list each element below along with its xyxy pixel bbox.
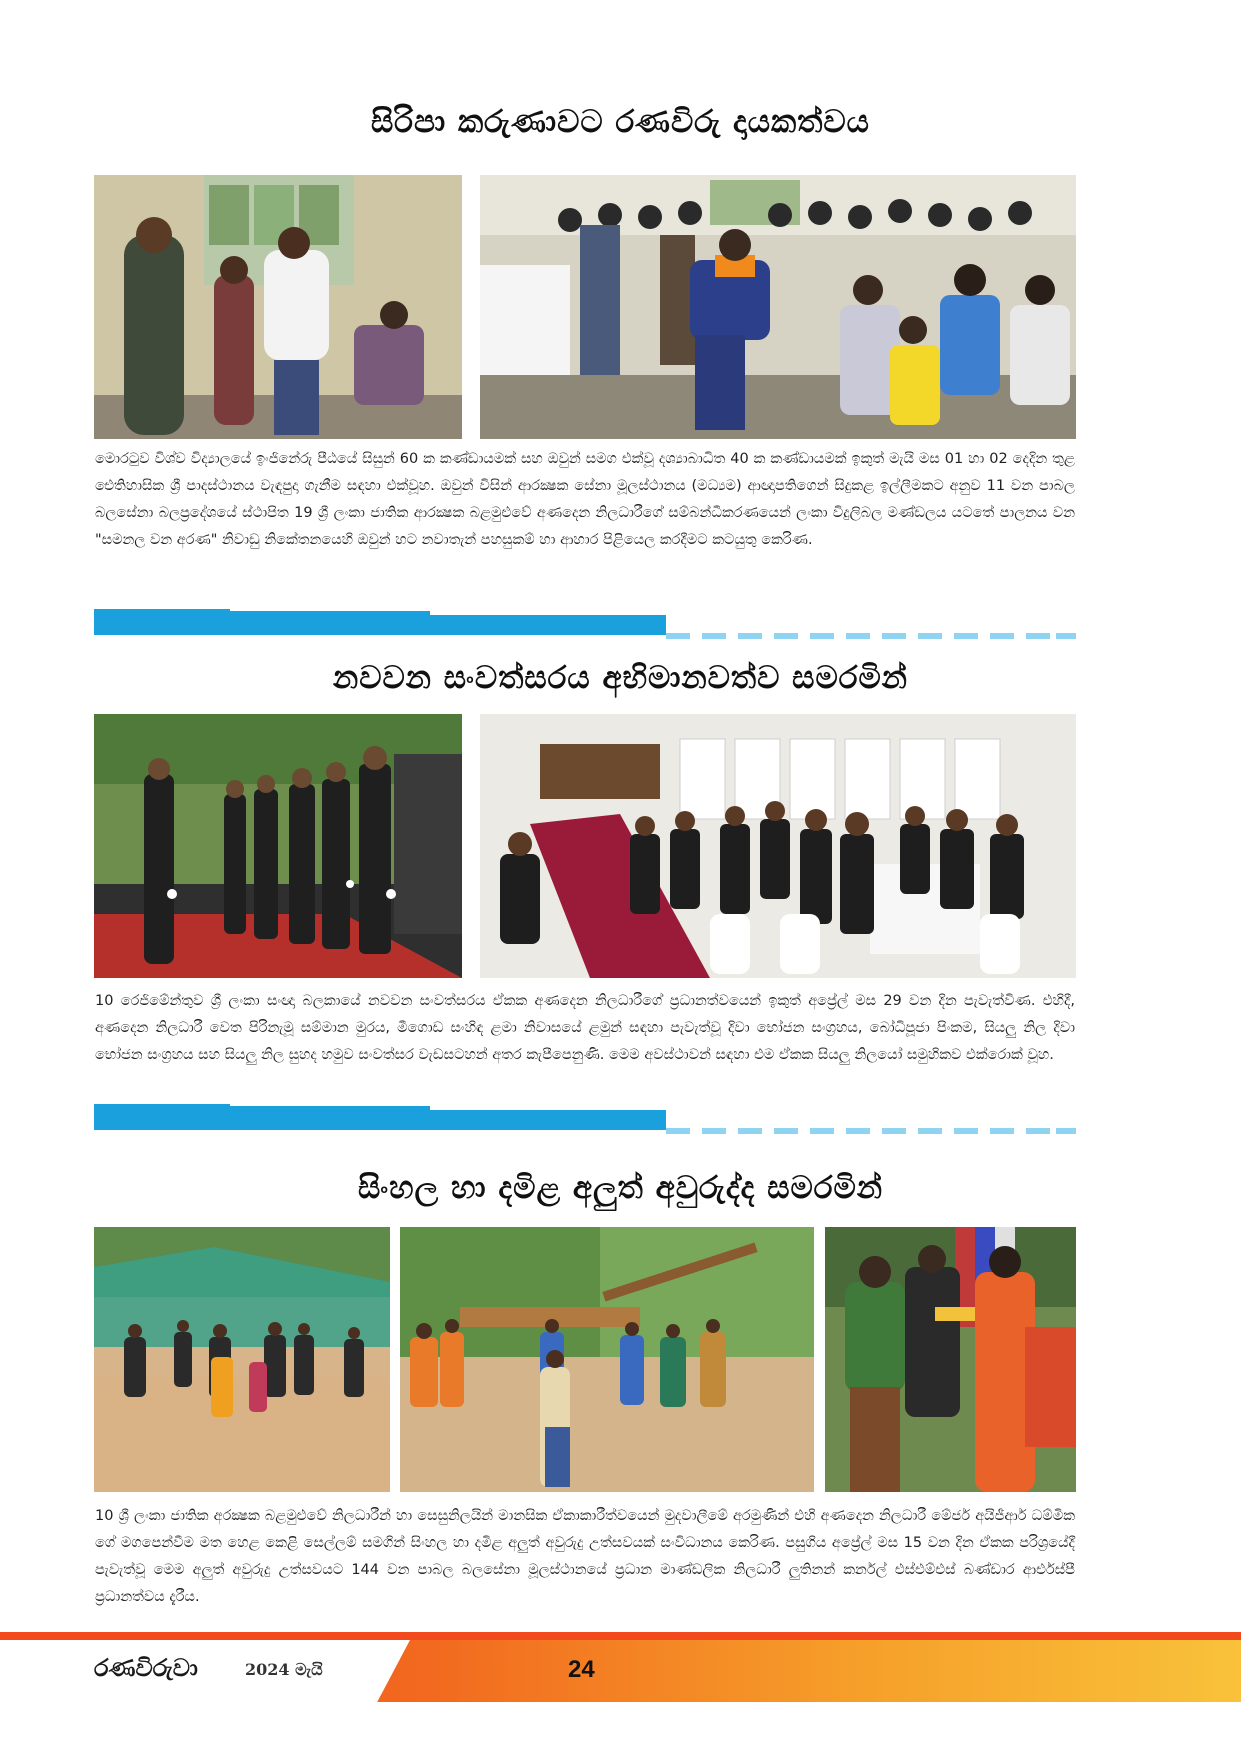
footer-issue: 2024 මැයි bbox=[245, 1660, 323, 1679]
photo-meal-service bbox=[480, 175, 1076, 439]
photo-anniversary-luncheon bbox=[480, 714, 1076, 978]
photo-visitors-with-officer bbox=[94, 175, 462, 439]
footer-logo: රණවිරුවා bbox=[94, 1654, 198, 1682]
section-divider-1 bbox=[94, 609, 1076, 641]
section-3-paragraph: 10 ශ්‍රී ලංකා ජාතික අරක්‍ෂක බළමුළුවේ නිලධාරීන් හා සෙසුනිලයින් මානසික ඒකාකාරීත්වයෙන් මුදවාලීමේ අරමුණින් එහි අණදෙන නිලධාරී මේජර් අයිජීආර් ධම්මික ගේ මගපෙන්වීම මත හෙළ කෙළි සෙල්ලම් සමගින් සිංහල හා දමිළ අලුත් අවුරුදු උත්සවයක් සංවිධානය කෙරිණ. පසුගිය අප්‍රේල් මස 15 වන දින ඒකක පරිශ්‍රයේදී පැවැත්වූ මෙම අලුත් අවුරුදු උත්සවයට 144 වන පාබල බලසේනා මූලස්ථානයේ ප්‍රධාන මාණ්ඩලික නිලධාරී ලුතිනන් කර්නල් එස්එම්එස් බණ්ඩාර ආර්එස්පී ප්‍රධානත්වය දැරීය. bbox=[95, 1508, 1075, 1605]
photo-award-handover bbox=[825, 1227, 1076, 1492]
footer-left-panel bbox=[0, 1632, 410, 1702]
section-1-title: සිරිපා කරුණාවට රණවිරු දායකත්වය bbox=[371, 104, 870, 140]
section-1-paragraph: මොරටුව විශ්ව විද්‍යාලයේ ඉංජිනේරු පීඨයේ සිසුන් 60 ක කණ්ඩායමක් සහ ඔවුන් සමග එක්වූ දශ්‍යාබාධිත 40 ක කණ්ඩායමක් ඉකුත් මැයි මස 01 හා 02 දෙදින තුළ ඓතිහාසික ශ්‍රී පාදස්ථානය වැඳපුදා ගැනීම සඳහා එක්වූහ. ඔවුන් විසින් ආරක්‍ෂක සේනා මූලස්ථානය (මධ්‍යම) ආඥාපතිගෙන් සිදුකළ ඉල්ලීමකට අනුව 11 වන පාබල බලසේනා බලප්‍රදේශයේ ස්ථාපිත 19 ශ්‍රී ලංකා ජාතික ආරක්‍ෂක බළමුළුවේ අණදෙන නිලධාරීගේ සම්බන්ධීකරණයෙන් ලංකා විදුලිබල මණ්ඩලය යටතේ පාලනය වන "සමනල වන අරණ" නිවාඩු නිකේතනයෙහි ඔවුන් හට නවාතැන් පහසුකම් හා ආහාර පිළියෙල කරදීමට කටයුතු කෙරිණ. bbox=[95, 451, 1075, 548]
photo-pot-breaking-game bbox=[400, 1227, 814, 1492]
section-2-title: නවවන සංවත්සරය අභිමානවත්ව සමරමින් bbox=[333, 660, 908, 696]
section-2-paragraph: 10 රෙජිමේන්තුව ශ්‍රී ලංකා සංඥා බලකායේ නවවන සංවත්සරය ඒකක අණදෙන නිලධාරීගේ ප්‍රධානත්වයෙන් ඉකුත් අප්‍රේල් මස 29 වන දින පැවැත්විණ. එහිදී, අණදෙන නිලධාරී වෙත පිරිනැමූ සම්මාන මුරය, මීගොඩ සංහිඳ ළමා නිවාසයේ ළමුන් සඳහා පැවැත්වූ දිවා භෝජන සංග්‍රහය, බෝධිපූජා පිංකම, සියලු නිල දිවා භෝජන සංග්‍රහය සහ සියලු නිල සුහද හමුව සංවත්සර වැඩසටහන් අතර කැපීපෙනුණි. මෙම අවස්ථාවන් සඳහා එම ඒකක සියලු නිලයෝ සමුහිකව එක්රොක් වූහ. bbox=[95, 993, 1075, 1063]
section-3-title: සිංහල හා දමිළ අලුත් අවුරුද්ද සමරමින් bbox=[358, 1170, 883, 1206]
page-number: 24 bbox=[568, 1656, 595, 1683]
footer-top-strip bbox=[0, 1632, 1241, 1640]
photo-traditional-games bbox=[94, 1227, 390, 1492]
section-divider-2 bbox=[94, 1104, 1076, 1136]
photo-guard-of-honour bbox=[94, 714, 462, 978]
page-footer bbox=[0, 1632, 1241, 1702]
